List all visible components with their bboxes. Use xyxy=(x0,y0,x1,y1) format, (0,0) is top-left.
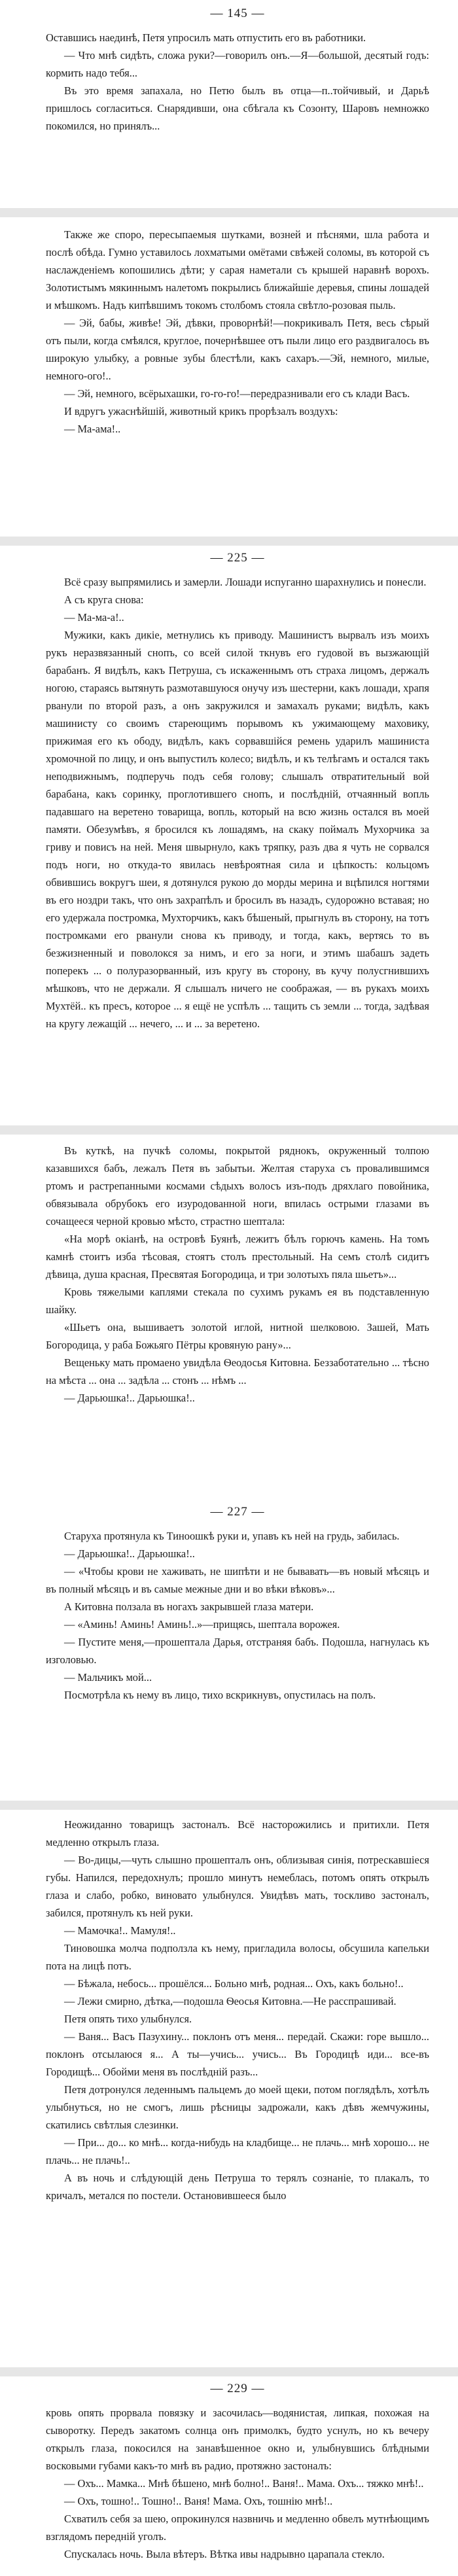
paragraph: А Китовна ползала въ ногахъ закрывшей глаза матери. xyxy=(64,1600,314,1613)
paragraph: И вдругъ ужаснѣйшій, животный крикъ прорѣзалъ воздухъ: xyxy=(64,405,338,417)
paragraph: Петя опять тихо улыбнулся. xyxy=(64,2013,192,2025)
paragraph: Въ куткѣ, на пучкѣ соломы, покрытой ряднокъ, окруженный толпою казавшихся бабъ, лежалъ Петя въ забытьи. Желтая старуха съ провалившимся ртомъ и растрепанными космами сѣдыхъ волосъ изъ-подъ дряхлаго повойника, обвязывала обрубокъ его изуродованной ноги, впилась острыми глазами въ сочащееся черной кровью мѣсто, страстно шептала: xyxy=(46,1144,429,1227)
paragraph: А съ круга снова: xyxy=(64,593,144,606)
paragraph: — Во-дицы,—чуть слышно прошепталъ онъ, облизывая синія, потрескавшіеся губы. Напился, передохнулъ; прошло минутъ немеблась, потомъ опять открылъ глаза и слабо, робко, виновато улыбнулся. Увидѣвъ мать, тоскливо застоналъ, забился, протянулъ къ ней руки. xyxy=(46,1854,429,1919)
paragraph: — Охъ... Мамка... Мнѣ бѣшено, мнѣ болно!.. Ваня!.. Мама. Охъ... тяжко мнѣ!.. xyxy=(64,2477,424,2490)
paragraph: — При... до... ко мнѣ... когда-нибудь на кладбище... не плачь... мнѣ хорошо... не плачь... не плачь!.. xyxy=(46,2136,429,2166)
paragraph: — Бѣжала, небось... прошёлся... Больно мнѣ, родная... Охъ, какъ больно!.. xyxy=(64,1977,404,1990)
paragraph: — Лежи смирно, дѣтка,—подошла Ѳеосья Китовна.—Не расспрашивай. xyxy=(64,1995,396,2007)
page-number: — 227 — xyxy=(210,1505,265,1519)
paragraph: Схватилъ себя за шею, опрокинулся назвничь и медленно обвелъ мутнѣющимъ взглядомъ передній уголъ. xyxy=(46,2513,429,2543)
page-fragment-1 xyxy=(0,226,458,438)
paragraph: — «Чтобы крови не хаживать, не шипѣти и не бывавать—въ новый мѣсяцъ и въ полный мѣсяцъ и въ самые межные дни и во вѣки вѣковъ»... xyxy=(46,1565,429,1595)
paragraph: Въ это время запахала, но Петю былъ въ отца—п..тойчивый, и Дарьѣ пришлось согласиться. Снарядивши, она сбѣгала къ Созонту, Шаровъ немножко покомился, но принялъ... xyxy=(46,84,429,132)
page-number: — 145 — xyxy=(210,7,265,20)
paragraph: — Мамочка!.. Мамуля!.. xyxy=(64,1924,176,1937)
paragraph: — Ваня... Васъ Пазухину... поклонъ отъ меня... передай. Скажи: горе вышло... поклонъ отсылаюся я... А ты—учись... учись... Въ Городицѣ иди... все-въ Городищѣ... Обойми меня въ послѣдній разъ... xyxy=(46,2030,429,2078)
page-fragment-2 xyxy=(0,1142,458,1407)
page-number: — 225 — xyxy=(210,551,265,565)
page-divider xyxy=(0,1125,458,1135)
paragraph: Всё сразу выпрямились и замерли. Лошади испуганно шарахнулись и понесли. xyxy=(64,576,427,588)
page-145 xyxy=(0,7,458,135)
paragraph: — Ма-ама!.. xyxy=(64,423,121,435)
paragraph: — Эй, бабы, живѣе! Эй, дѣвки, проворнѣй!—покрикивалъ Петя, весь сѣрый отъ пыли, когда смѣялся, круглое, почернѣвшее отъ пыли лицо его раздвигалось въ широкую улыбку, а ровные зубы блестѣли, какъ сахаръ.—Эй, немного, милые, немного-ого!.. xyxy=(46,317,429,382)
paragraph: А въ ночь и слѣдующій день Петруша то терялъ сознаніе, то плакалъ, то кричалъ, метался по постели. Остановившееся было xyxy=(46,2172,429,2202)
paragraph: Вещеньку мать промаено увидѣла Ѳеодосья Китовна. Беззаботательно ... тѣсно на мѣста ... она ... задѣла ... стонъ ... нѣмъ ... xyxy=(46,1356,429,1386)
paragraph: Старуха протянула къ Тиноошкѣ руки и, упавъ къ ней на грудь, забилась. xyxy=(64,1530,400,1542)
paragraph: Мужики, какъ дикіе, метнулись къ приводу. Машинистъ вырвалъ изъ моихъ рукъ неразвязанный снопъ, со всей силой ткнувъ его гудовой въ вызжающій барабанъ. Я видѣлъ, какъ Петруша, съ искаженнымъ отъ страха лицомъ, держалъ ногою, стараясь вытянуть размотавшуюся онучу изъ шестерни, какъ лошади, храпя рванули по второй разъ, а онъ закружился и замахалъ руками; видѣлъ, какъ машинисту со своимъ стареющимъ порывомъ къ ужимающему маховику, прижимая его къ ободу, видѣлъ, какъ сорвавшійся ремень ударилъ машиниста хромочной по лицу, и онъ выпустилъ колесо; видѣлъ, и къ телѣгамъ и остался такъ неподвижнымъ, подперучь подъ себя голову; слышалъ отвратительный вой барабана, какъ соринку, проглотившего снопъ, и послѣдній, отчаянный вопль падавшаго на веретено товарища, вопль, который на всю жизнь остался въ моей памяти. Обезумѣвъ, я бросился къ лошадямъ, на скаку поймалъ Мухорчика за гриву и повисъ на ней. Меня швырнуло, какъ тряпку, разъ два я чуть не сорвался подъ ноги, но откуда-то явилась невѣроятная сила и цѣпкость: кольцомъ обвившись вокругъ шеи, я дотянулся рукою до морды мерина и вцѣпился ногтями въ его ноздри такъ, что онъ захрапѣлъ и бросилъ въ назадъ, судорожно вставая; но его удержала постромка, Мухторчикъ, какъ бѣшеный, прыгнулъ въ сторону, на тотъ постромками его рванули снова къ приводу, и тогда, какъ, вертясь то въ безжизненный и поволокся за нимъ, и его за ноги, и этимъ шабашъ задеть поперекъ ... о полуразорванный, изъ кругу въ сторону, въ кучу полусгнившихъ мѣшковъ, что не держали. Я слышалъ ничего не соображая, — въ рукахъ моихъ Мухтёй.. къ пресъ, которое ... я ещё не успѣлъ ... тащить съ земли ... тогда, задѣвая на кругу лежащій ... нечего, ... и ... за веретено. xyxy=(46,629,429,1030)
page-225 xyxy=(0,551,458,1032)
paragraph: «Шьетъ она, вышиваетъ золотой иглой, нитной шелковою. Зашей, Мать Богородица, у раба Божьяго Пётры кровяную рану»... xyxy=(46,1321,429,1351)
paragraph: — Пустите меня,—прошептала Дарья, отстраняя бабъ. Подошла, нагнулась къ изголовью. xyxy=(46,1636,429,1666)
page-number: — 229 — xyxy=(210,2382,265,2395)
page-229 xyxy=(0,2382,458,2563)
page-227 xyxy=(0,1505,458,1704)
paragraph: — Ма-ма-а!.. xyxy=(64,611,124,624)
paragraph: — Эй, немного, всёрыхашки, го-го-го!—передразнивали его съ клади Васъ. xyxy=(64,387,410,400)
paragraph: — «Аминь! Аминь! Аминь!..»—прищясь, шептала ворожея. xyxy=(64,1618,340,1631)
paragraph: — Дарьюшка!.. Дарьюшка!.. xyxy=(64,1392,195,1404)
paragraph: Посмотрѣла къ нему въ лицо, тихо вскрикнувъ, опустилась на полъ. xyxy=(64,1689,376,1701)
paragraph: кровь опять прорвала повязку и засочилась—водянистая, липкая, похожая на сыворотку. Передъ закатомъ солнца онъ примолкъ, будто уснулъ, но къ вечеру открылъ глаза, покосился на занавѣшенное окно и, улыбнувшись блѣдными восковыми губами какъ-то мнѣ въ радио, протяжно застоналъ: xyxy=(46,2407,429,2472)
paragraph: — Охъ, тошно!.. Тошно!.. Ваня! Мама. Охъ, тошнію мнѣ!.. xyxy=(64,2495,333,2507)
page-divider xyxy=(0,1801,458,1810)
paragraph: Кровь тяжелыми каплями стекала по сухимъ рукамъ ея въ подставленную шайку. xyxy=(46,1286,429,1316)
paragraph: Также же споро, пересыпаемыя шутками, возней и пѣснями, шла работа и послѣ обѣда. Гумно уставилось лохматыми омётами свѣжей соломы, въ которой съ наслажденіемъ копошились дѣти; у сарая наметали съ крышей наравнѣ ворохъ. Золотистымъ мякиннымъ налетомъ покрылись ближайшіе деревья, спины лошадей и мѣшкомъ. Надъ кипѣвшимъ токомъ столбомъ стояла свѣтло-розовая пыль. xyxy=(46,228,429,311)
page-fragment-3 xyxy=(0,1816,458,2204)
paragraph: Неожиданно товарищъ застоналъ. Всё насторожились и притихли. Петя медленно открылъ глаза. xyxy=(46,1818,429,1848)
paragraph: — Дарьюшка!.. Дарьюшка!.. xyxy=(64,1547,195,1560)
paragraph: Тиновошка молча подползла къ нему, пригладила волосы, обсушила капельки пота на лицѣ потъ. xyxy=(46,1942,429,1972)
page-divider xyxy=(0,2367,458,2376)
page-divider xyxy=(0,537,458,546)
paragraph: «На морѣ окіанѣ, на островѣ Буянѣ, лежитъ бѣлъ горючъ камень. На томъ камнѣ стоитъ изба тѣсовая, стоятъ столъ престольный. На семъ столѣ сидитъ дѣвица, душа красная, Пресвятая Богородица, и три золотыхъ пяла шьетъ»... xyxy=(46,1233,429,1280)
paragraph: — Мальчикъ мой... xyxy=(64,1671,152,1684)
page-divider xyxy=(0,208,458,217)
paragraph: Петя дотронулся леденнымъ пальцемъ до моей щеки, потом поглядѣлъ, хотѣлъ улыбнуться, но не смогъ, лишь рѣсницы задрожали, какъ дѣвъ жемчужины, скатились свѣтлыя слезинки. xyxy=(46,2083,429,2131)
paragraph: — Что мнѣ сидѣть, сложа руки?—говорилъ онъ.—Я—большой, десятый годъ: кормить надо тебя... xyxy=(46,49,429,79)
paragraph: Спускалась ночь. Выла вѣтеръ. Вѣтка ивы надрывно царапала стекло. xyxy=(64,2548,385,2560)
paragraph: Оставшись наединѣ, Петя упросилъ мать отпустить его въ работники. xyxy=(46,31,366,44)
